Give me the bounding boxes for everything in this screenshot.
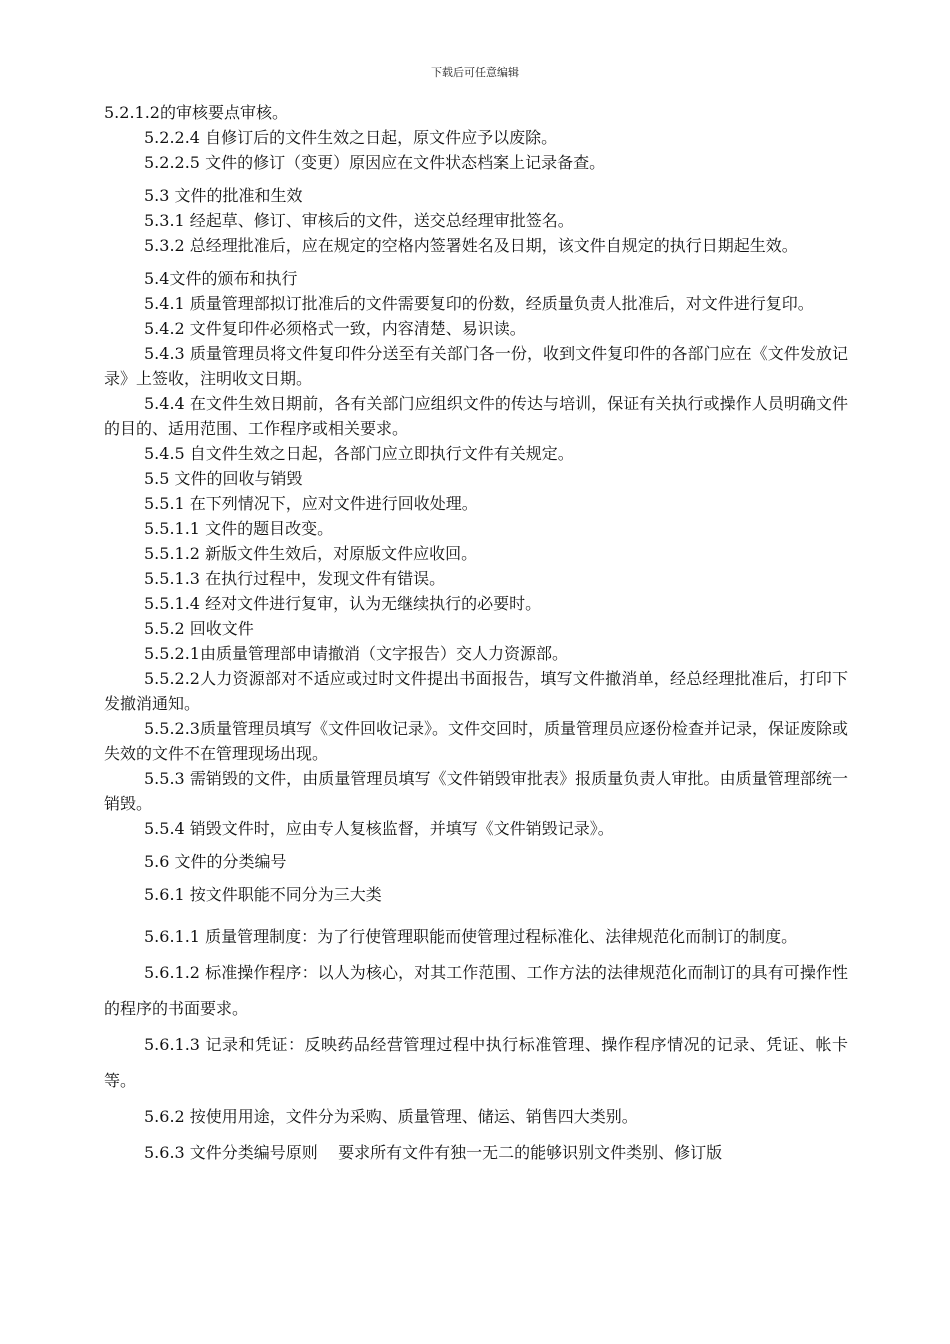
paragraph: 5.5.2.1由质量管理部申请撤消（文字报告）交人力资源部。 [144, 644, 568, 663]
section-heading: 5.6 文件的分类编号 [144, 852, 287, 871]
document-body [104, 100, 848, 1171]
paragraph: 5.5.1.4 经对文件进行复审，认为无继续执行的必要时。 [144, 594, 542, 613]
paragraph: 5.4.1 质量管理部拟订批准后的文件需要复印的份数，经质量负责人批准后，对文件进行复印。 [144, 294, 814, 313]
paragraph: 5.6.1.3 记录和凭证：反映药品经营管理过程中执行标准管理、操作程序情况的记录、凭证、帐卡等。 [104, 1035, 848, 1090]
paragraph: 5.2.2.4 自修订后的文件生效之日起，原文件应予以废除。 [144, 128, 558, 147]
paragraph: 5.4.4 在文件生效日期前，各有关部门应组织文件的传达与培训，保证有关执行或操作人员明确文件的目的、适用范围、工作程序或相关要求。 [104, 394, 848, 438]
paragraph: 5.5.1 在下列情况下，应对文件进行回收处理。 [144, 494, 478, 513]
paragraph: 5.6.3 文件分类编号原则 要求所有文件有独一无二的能够识别文件类别、修订版 [144, 1143, 723, 1162]
paragraph: 5.5.2.3质量管理员填写《文件回收记录》。文件交回时，质量管理员应逐份检查并记录，保证废除或失效的文件不在管理现场出现。 [104, 719, 848, 763]
paragraph: 5.4.3 质量管理员将文件复印件分送至有关部门各一份，收到文件复印件的各部门应在《文件发放记录》上签收，注明收文日期。 [104, 344, 848, 388]
page-header: 下载后可任意编辑 [431, 66, 519, 79]
section-heading: 5.4文件的颁布和执行 [144, 269, 298, 288]
section-heading: 5.3 文件的批准和生效 [144, 186, 303, 205]
paragraph: 5.3.1 经起草、修订、审核后的文件，送交总经理审批签名。 [144, 211, 574, 230]
paragraph: 5.5.2 回收文件 [144, 619, 254, 638]
paragraph: 5.5.4 销毁文件时，应由专人复核监督，并填写《文件销毁记录》。 [144, 819, 614, 838]
paragraph: 5.6.2 按使用用途，文件分为采购、质量管理、储运、销售四大类别。 [144, 1107, 638, 1126]
paragraph: 5.6.1.2 标准操作程序：以人为核心，对其工作范围、工作方法的法律规范化而制订的具有可操作性的程序的书面要求。 [104, 963, 848, 1018]
paragraph: 5.5.1.3 在执行过程中，发现文件有错误。 [144, 569, 446, 588]
paragraph: 5.3.2 总经理批准后，应在规定的空格内签署姓名及日期，该文件自规定的执行日期起生效。 [144, 236, 798, 255]
section-heading: 5.5 文件的回收与销毁 [144, 469, 303, 488]
paragraph: 5.4.2 文件复印件必须格式一致，内容清楚、易识读。 [144, 319, 526, 338]
paragraph: 5.5.1.1 文件的题目改变。 [144, 519, 334, 538]
paragraph: 5.5.1.2 新版文件生效后，对原版文件应收回。 [144, 544, 478, 563]
paragraph: 5.2.1.2的审核要点审核。 [104, 103, 288, 122]
paragraph: 5.5.2.2人力资源部对不适应或过时文件提出书面报告，填写文件撤消单，经总经理批准后，打印下发撤消通知。 [104, 669, 848, 713]
paragraph: 5.4.5 自文件生效之日起，各部门应立即执行文件有关规定。 [144, 444, 574, 463]
paragraph: 5.2.2.5 文件的修订（变更）原因应在文件状态档案上记录备查。 [144, 153, 606, 172]
paragraph: 5.6.1 按文件职能不同分为三大类 [144, 885, 382, 904]
paragraph: 5.6.1.1 质量管理制度：为了行使管理职能而使管理过程标准化、法律规范化而制订的制度。 [144, 927, 798, 946]
paragraph: 5.5.3 需销毁的文件，由质量管理员填写《文件销毁审批表》报质量负责人审批。由质量管理部统一销毁。 [104, 769, 848, 813]
